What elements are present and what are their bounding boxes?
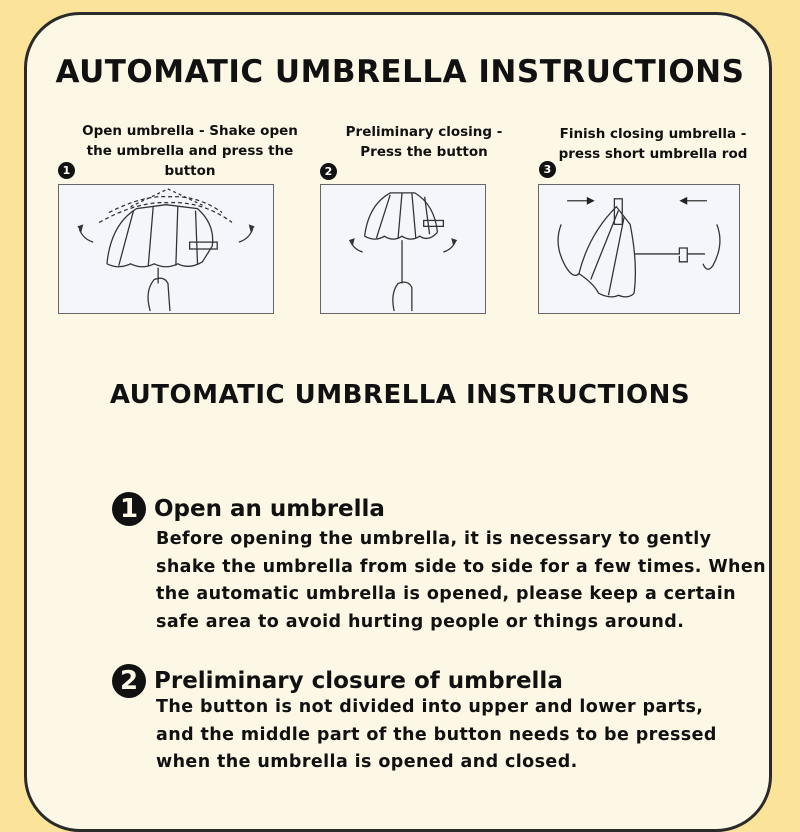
step-2-number-badge: 2: [320, 163, 337, 180]
section-1-body: [156, 526, 766, 636]
section-2-line: and the middle part of the button needs to be pressed: [156, 724, 717, 745]
section-1-line: the automatic umbrella is opened, please keep a certain: [156, 584, 736, 604]
section-1-heading: [112, 492, 385, 526]
section-2-line: when the umbrella is opened and closed.: [156, 752, 578, 772]
finish-closing-illustration: [538, 184, 740, 314]
step-2-caption-line: Preliminary closing -: [345, 124, 503, 140]
step-1-caption-line: Open umbrella - Shake open: [82, 123, 298, 139]
step-1-caption-line: the umbrella and press the: [86, 143, 294, 159]
section-1-line: shake the umbrella from side to side for a few times. When: [156, 556, 767, 577]
open-umbrella-illustration: [58, 184, 274, 314]
section-1-line: Before opening the umbrella, it is necessary to gently: [156, 529, 712, 549]
closing-umbrella-drawing: [321, 185, 485, 313]
section-1-line: safe area to avoid hurting people or things around.: [156, 611, 685, 632]
step-1-caption-line: button: [164, 163, 216, 179]
step-3-caption: [548, 124, 758, 164]
page-title: AUTOMATIC UMBRELLA INSTRUCTIONS: [55, 54, 745, 90]
open-umbrella-drawing: [59, 185, 273, 313]
section-1-number-badge: 1: [112, 492, 146, 526]
step-1-number-badge: 1: [58, 162, 75, 179]
section-2-heading: [112, 664, 563, 698]
step-3-number-badge: 3: [539, 161, 556, 178]
section-2-line: The button is not divided into upper and lower parts,: [156, 697, 704, 717]
step-2-caption-line: Press the button: [360, 144, 488, 160]
preliminary-closing-illustration: [320, 184, 486, 314]
step-1-caption: [72, 121, 308, 181]
section-1-heading-text: Open an umbrella: [154, 496, 385, 522]
finish-closing-drawing: [539, 185, 739, 313]
section-title: AUTOMATIC UMBRELLA INSTRUCTIONS: [109, 380, 691, 410]
step-3-caption-line: press short umbrella rod: [558, 146, 748, 162]
step-3-caption-line: Finish closing umbrella -: [559, 126, 747, 142]
section-2-number-badge: 2: [112, 664, 146, 698]
step-2-caption: [324, 122, 524, 162]
section-2-body: [156, 694, 766, 777]
section-2-heading-text: Preliminary closure of umbrella: [154, 668, 563, 694]
